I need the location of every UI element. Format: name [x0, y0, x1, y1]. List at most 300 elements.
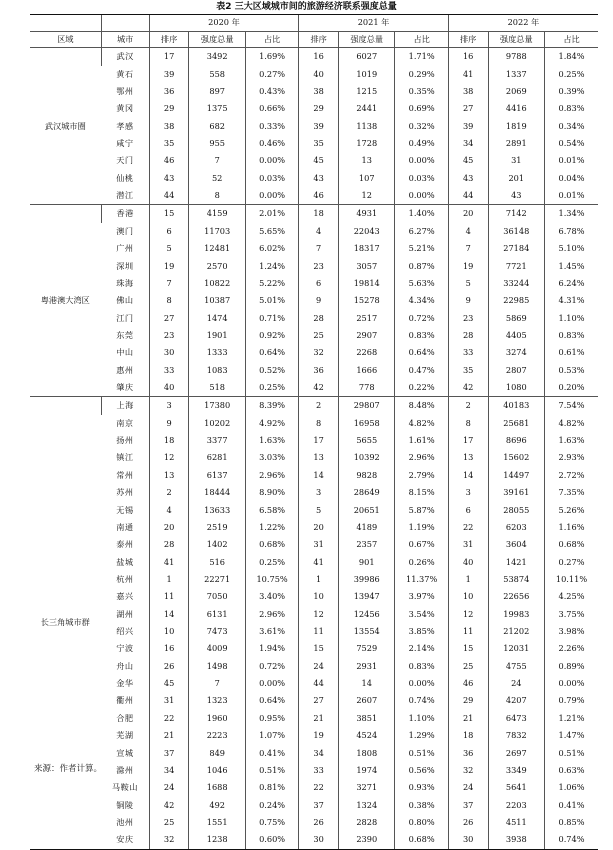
table-row	[30, 536, 598, 553]
rank-cell: 9	[448, 292, 488, 309]
rank-cell: 19	[149, 258, 189, 275]
total-cell: 2223	[189, 727, 245, 744]
rank-cell: 39	[149, 66, 189, 83]
city-cell: 湖州	[116, 608, 134, 619]
rank-cell: 14	[149, 606, 189, 623]
share-cell: 0.56%	[395, 762, 448, 779]
total-cell: 1323	[189, 692, 245, 709]
table-row	[30, 623, 598, 640]
total-cell: 4405	[488, 327, 544, 344]
total-cell: 107	[339, 170, 395, 187]
share-cell: 0.53%	[545, 362, 598, 379]
total-cell: 3377	[189, 432, 245, 449]
total-cell: 22271	[189, 571, 245, 588]
rank-cell: 38	[149, 118, 189, 135]
share-cell: 1.34%	[545, 205, 598, 223]
total-cell: 12031	[488, 640, 544, 657]
rank-cell: 35	[299, 135, 339, 152]
share-cell: 0.75%	[245, 814, 298, 831]
total-cell: 2203	[488, 797, 544, 814]
total-cell: 24	[488, 675, 544, 692]
city-cell: 南京	[116, 417, 134, 428]
table-row	[30, 640, 598, 657]
total-cell: 10202	[189, 415, 245, 432]
share-cell: 1.47%	[545, 727, 598, 744]
total-cell: 516	[189, 554, 245, 571]
share-header: 占比	[545, 31, 598, 48]
table-row	[30, 831, 598, 849]
total-cell: 25681	[488, 415, 544, 432]
share-cell: 2.01%	[245, 205, 298, 223]
city-cell: 嘉兴	[116, 591, 134, 602]
share-cell: 5.63%	[395, 275, 448, 292]
rank-cell: 4	[448, 223, 488, 240]
table-row	[30, 519, 598, 536]
total-cell: 11703	[189, 223, 245, 240]
rank-cell: 23	[448, 310, 488, 327]
table-row	[30, 658, 598, 675]
total-cell: 22656	[488, 588, 544, 605]
table-row	[30, 135, 598, 152]
total-cell: 20651	[339, 502, 395, 519]
rank-cell: 32	[448, 762, 488, 779]
total-cell: 1551	[189, 814, 245, 831]
city-cell: 惠州	[116, 364, 134, 375]
share-cell: 3.97%	[395, 588, 448, 605]
rank-cell: 28	[448, 327, 488, 344]
rank-cell: 16	[149, 640, 189, 657]
rank-cell: 1	[149, 571, 189, 588]
total-cell: 1474	[189, 310, 245, 327]
table-row	[30, 327, 598, 344]
rank-cell: 12	[299, 606, 339, 623]
share-cell: 1.16%	[545, 519, 598, 536]
rank-cell: 38	[299, 83, 339, 100]
total-cell: 1375	[189, 100, 245, 117]
share-cell: 0.51%	[395, 745, 448, 762]
rank-cell: 7	[149, 275, 189, 292]
rank-cell: 21	[448, 710, 488, 727]
rank-cell: 35	[149, 135, 189, 152]
total-cell: 52	[189, 170, 245, 187]
table-row	[30, 170, 598, 187]
rank-cell: 31	[149, 692, 189, 709]
share-cell: 5.26%	[545, 502, 598, 519]
total-cell: 8	[189, 187, 245, 205]
table-row	[30, 240, 598, 257]
table-row	[30, 223, 598, 240]
total-header: 强度总量	[488, 31, 544, 48]
rank-cell: 43	[299, 170, 339, 187]
total-cell: 3851	[339, 710, 395, 727]
rank-cell: 24	[149, 779, 189, 796]
total-cell: 31	[488, 152, 544, 169]
share-cell: 0.54%	[545, 135, 598, 152]
city-cell: 盐城	[116, 556, 134, 567]
total-cell: 2390	[339, 831, 395, 849]
total-cell: 13554	[339, 623, 395, 640]
rank-cell: 21	[299, 710, 339, 727]
city-cell: 滁州	[116, 764, 134, 775]
total-header: 强度总量	[189, 31, 245, 48]
total-cell: 2570	[189, 258, 245, 275]
table-row	[30, 415, 598, 432]
total-cell: 7	[189, 152, 245, 169]
total-cell: 1960	[189, 710, 245, 727]
share-cell: 3.61%	[245, 623, 298, 640]
table-row	[30, 554, 598, 571]
share-cell: 1.21%	[545, 710, 598, 727]
rank-cell: 6	[448, 502, 488, 519]
table-row	[30, 814, 598, 831]
city-cell: 武汉	[101, 48, 149, 66]
total-cell: 7	[189, 675, 245, 692]
rank-cell: 43	[448, 170, 488, 187]
rank-cell: 40	[299, 66, 339, 83]
share-cell: 2.72%	[545, 467, 598, 484]
rank-cell: 19	[448, 258, 488, 275]
city-cell: 仙桃	[116, 172, 134, 183]
share-cell: 6.78%	[545, 223, 598, 240]
rank-cell: 25	[448, 658, 488, 675]
share-cell: 0.63%	[545, 762, 598, 779]
share-cell: 2.96%	[245, 606, 298, 623]
share-cell: 0.67%	[395, 536, 448, 553]
city-cell: 无锡	[116, 504, 134, 515]
rank-cell: 5	[299, 502, 339, 519]
share-cell: 3.98%	[545, 623, 598, 640]
share-cell: 3.54%	[395, 606, 448, 623]
city-cell: 常州	[116, 469, 134, 480]
share-cell: 0.33%	[245, 118, 298, 135]
city-cell: 香港	[101, 205, 149, 223]
share-cell: 5.65%	[245, 223, 298, 240]
total-cell: 1901	[189, 327, 245, 344]
share-cell: 1.71%	[395, 48, 448, 66]
rank-cell: 12	[448, 606, 488, 623]
city-cell: 中山	[116, 347, 134, 358]
table-row	[30, 379, 598, 397]
total-cell: 14	[339, 675, 395, 692]
table-row	[30, 502, 598, 519]
total-cell: 4416	[488, 100, 544, 117]
total-cell: 17380	[189, 397, 245, 415]
total-cell: 1498	[189, 658, 245, 675]
total-cell: 901	[339, 554, 395, 571]
share-cell: 4.34%	[395, 292, 448, 309]
share-cell: 0.32%	[395, 118, 448, 135]
rank-cell: 45	[149, 675, 189, 692]
rank-cell: 6	[149, 223, 189, 240]
table-body	[30, 48, 598, 850]
rank-cell: 9	[149, 415, 189, 432]
rank-cell: 13	[448, 449, 488, 466]
rank-cell: 17	[448, 432, 488, 449]
share-cell: 0.61%	[545, 344, 598, 361]
city-cell: 天门	[116, 155, 134, 166]
share-cell: 4.31%	[545, 292, 598, 309]
city-cell: 镇江	[116, 452, 134, 463]
total-cell: 13	[339, 152, 395, 169]
total-cell: 6473	[488, 710, 544, 727]
total-cell: 2268	[339, 344, 395, 361]
city-cell: 黄冈	[116, 103, 134, 114]
share-cell: 5.22%	[245, 275, 298, 292]
rank-header: 排序	[299, 31, 339, 48]
table-row	[30, 275, 598, 292]
total-cell: 6203	[488, 519, 544, 536]
share-cell: 2.14%	[395, 640, 448, 657]
rank-cell: 39	[299, 118, 339, 135]
total-cell: 1046	[189, 762, 245, 779]
rank-cell: 41	[299, 554, 339, 571]
total-cell: 36148	[488, 223, 544, 240]
table-row	[30, 467, 598, 484]
share-cell: 2.26%	[545, 640, 598, 657]
rank-cell: 19	[299, 727, 339, 744]
rank-cell: 15	[448, 640, 488, 657]
rank-cell: 10	[448, 588, 488, 605]
city-cell: 铜陵	[116, 799, 134, 810]
share-cell: 7.54%	[545, 397, 598, 415]
share-cell: 0.25%	[545, 66, 598, 83]
total-cell: 2069	[488, 83, 544, 100]
share-cell: 2.79%	[395, 467, 448, 484]
share-cell: 0.83%	[395, 327, 448, 344]
total-cell: 778	[339, 379, 395, 397]
city-cell: 鄂州	[116, 85, 134, 96]
rank-cell: 5	[448, 275, 488, 292]
share-cell: 0.89%	[545, 658, 598, 675]
total-cell: 1808	[339, 745, 395, 762]
rank-cell: 21	[149, 727, 189, 744]
total-cell: 10822	[189, 275, 245, 292]
rank-cell: 22	[299, 779, 339, 796]
share-cell: 0.71%	[245, 310, 298, 327]
total-cell: 10387	[189, 292, 245, 309]
rank-cell: 30	[149, 344, 189, 361]
total-cell: 2828	[339, 814, 395, 831]
share-cell: 0.00%	[545, 675, 598, 692]
city-cell: 杭州	[116, 573, 134, 584]
table-row	[30, 727, 598, 744]
rank-cell: 8	[448, 415, 488, 432]
rank-cell: 18	[149, 432, 189, 449]
rank-cell: 31	[299, 536, 339, 553]
total-cell: 1666	[339, 362, 395, 379]
share-cell: 5.10%	[545, 240, 598, 257]
share-cell: 0.74%	[395, 692, 448, 709]
total-cell: 15602	[488, 449, 544, 466]
table-row	[30, 310, 598, 327]
rank-cell: 33	[448, 344, 488, 361]
share-cell: 8.15%	[395, 484, 448, 501]
share-cell: 6.27%	[395, 223, 448, 240]
rank-cell: 36	[149, 83, 189, 100]
share-cell: 8.39%	[245, 397, 298, 415]
share-cell: 1.84%	[545, 48, 598, 66]
share-cell: 5.87%	[395, 502, 448, 519]
city-cell: 扬州	[116, 435, 134, 446]
share-cell: 0.27%	[545, 554, 598, 571]
share-cell: 0.79%	[545, 692, 598, 709]
share-cell: 8.90%	[245, 484, 298, 501]
share-cell: 5.01%	[245, 292, 298, 309]
rank-cell: 9	[299, 292, 339, 309]
table-row	[30, 710, 598, 727]
total-cell: 12456	[339, 606, 395, 623]
share-cell: 0.43%	[245, 83, 298, 100]
rank-cell: 22	[448, 519, 488, 536]
rank-cell: 31	[448, 536, 488, 553]
table-title: 表2 三大区域城市间的旅游经济联系强度总量	[216, 2, 397, 12]
total-cell: 19983	[488, 606, 544, 623]
share-cell: 0.49%	[395, 135, 448, 152]
city-cell: 绍兴	[116, 626, 134, 637]
rank-cell: 4	[299, 223, 339, 240]
rank-cell: 37	[149, 745, 189, 762]
rank-cell: 5	[149, 240, 189, 257]
rank-cell: 22	[149, 710, 189, 727]
share-cell: 0.34%	[545, 118, 598, 135]
total-cell: 13633	[189, 502, 245, 519]
region-cell: 长三角城市群	[30, 397, 101, 849]
rank-cell: 44	[448, 187, 488, 205]
rank-cell: 44	[149, 187, 189, 205]
city-cell: 江门	[116, 312, 134, 323]
share-cell: 3.03%	[245, 449, 298, 466]
total-cell: 1728	[339, 135, 395, 152]
share-cell: 0.41%	[545, 797, 598, 814]
rank-cell: 32	[149, 831, 189, 849]
share-cell: 0.64%	[245, 692, 298, 709]
share-cell: 5.21%	[395, 240, 448, 257]
share-cell: 1.40%	[395, 205, 448, 223]
share-cell: 0.72%	[395, 310, 448, 327]
total-cell: 1819	[488, 118, 544, 135]
total-cell: 1083	[189, 362, 245, 379]
share-cell: 1.69%	[245, 48, 298, 66]
total-cell: 4931	[339, 205, 395, 223]
share-cell: 1.07%	[245, 727, 298, 744]
rank-cell: 38	[448, 83, 488, 100]
rank-cell: 4	[149, 502, 189, 519]
total-cell: 7050	[189, 588, 245, 605]
total-cell: 27184	[488, 240, 544, 257]
total-cell: 53874	[488, 571, 544, 588]
total-cell: 3604	[488, 536, 544, 553]
table-row	[30, 100, 598, 117]
share-cell: 4.82%	[545, 415, 598, 432]
total-cell: 18317	[339, 240, 395, 257]
share-cell: 0.80%	[395, 814, 448, 831]
total-cell: 2931	[339, 658, 395, 675]
rank-cell: 36	[448, 745, 488, 762]
rank-cell: 1	[448, 571, 488, 588]
table-row	[30, 797, 598, 814]
rank-cell: 36	[299, 362, 339, 379]
total-cell: 7142	[488, 205, 544, 223]
city-cell: 泰州	[116, 539, 134, 550]
share-cell: 6.58%	[245, 502, 298, 519]
rank-cell: 24	[448, 779, 488, 796]
rank-cell: 43	[149, 170, 189, 187]
share-cell: 1.24%	[245, 258, 298, 275]
total-cell: 19814	[339, 275, 395, 292]
rank-cell: 3	[448, 484, 488, 501]
share-cell: 0.46%	[245, 135, 298, 152]
rank-cell: 46	[299, 187, 339, 205]
total-cell: 7721	[488, 258, 544, 275]
share-cell: 0.51%	[245, 762, 298, 779]
share-cell: 0.04%	[545, 170, 598, 187]
total-cell: 6281	[189, 449, 245, 466]
total-cell: 3349	[488, 762, 544, 779]
region-cell: 粤港澳大湾区	[30, 205, 101, 397]
total-cell: 43	[488, 187, 544, 205]
region-header: 区域	[30, 31, 101, 48]
total-cell: 682	[189, 118, 245, 135]
rank-cell: 3	[299, 484, 339, 501]
total-cell: 9788	[488, 48, 544, 66]
share-cell: 0.92%	[245, 327, 298, 344]
share-cell: 0.95%	[245, 710, 298, 727]
rank-cell: 16	[448, 48, 488, 66]
total-cell: 2517	[339, 310, 395, 327]
share-cell: 0.74%	[545, 831, 598, 849]
share-cell: 0.68%	[395, 831, 448, 849]
total-cell: 15278	[339, 292, 395, 309]
rank-cell: 26	[299, 814, 339, 831]
table-row	[30, 675, 598, 692]
rank-header: 排序	[149, 31, 189, 48]
rank-cell: 20	[448, 205, 488, 223]
city-cell: 深圳	[116, 260, 134, 271]
city-cell: 上海	[101, 397, 149, 415]
total-cell: 8696	[488, 432, 544, 449]
total-cell: 1421	[488, 554, 544, 571]
total-cell: 1337	[488, 66, 544, 83]
total-cell: 3271	[339, 779, 395, 796]
total-cell: 897	[189, 83, 245, 100]
total-cell: 6131	[189, 606, 245, 623]
city-cell: 咸宁	[116, 137, 134, 148]
table-row	[30, 432, 598, 449]
rank-cell: 2	[299, 397, 339, 415]
rank-cell: 14	[448, 467, 488, 484]
table-row	[30, 692, 598, 709]
rank-cell: 42	[448, 379, 488, 397]
share-cell: 0.00%	[245, 675, 298, 692]
city-cell: 衢州	[116, 695, 134, 706]
share-cell: 1.63%	[245, 432, 298, 449]
year-2020-header: 2020 年	[149, 15, 299, 32]
rank-cell: 33	[299, 762, 339, 779]
total-cell: 28649	[339, 484, 395, 501]
total-cell: 28055	[488, 502, 544, 519]
rank-cell: 33	[149, 362, 189, 379]
total-cell: 10392	[339, 449, 395, 466]
share-cell: 1.19%	[395, 519, 448, 536]
rank-cell: 23	[299, 258, 339, 275]
total-cell: 22985	[488, 292, 544, 309]
share-cell: 0.47%	[395, 362, 448, 379]
rank-cell: 17	[299, 432, 339, 449]
city-cell: 宁波	[116, 643, 134, 654]
rank-cell: 3	[149, 397, 189, 415]
total-cell: 4755	[488, 658, 544, 675]
rank-cell: 37	[299, 797, 339, 814]
